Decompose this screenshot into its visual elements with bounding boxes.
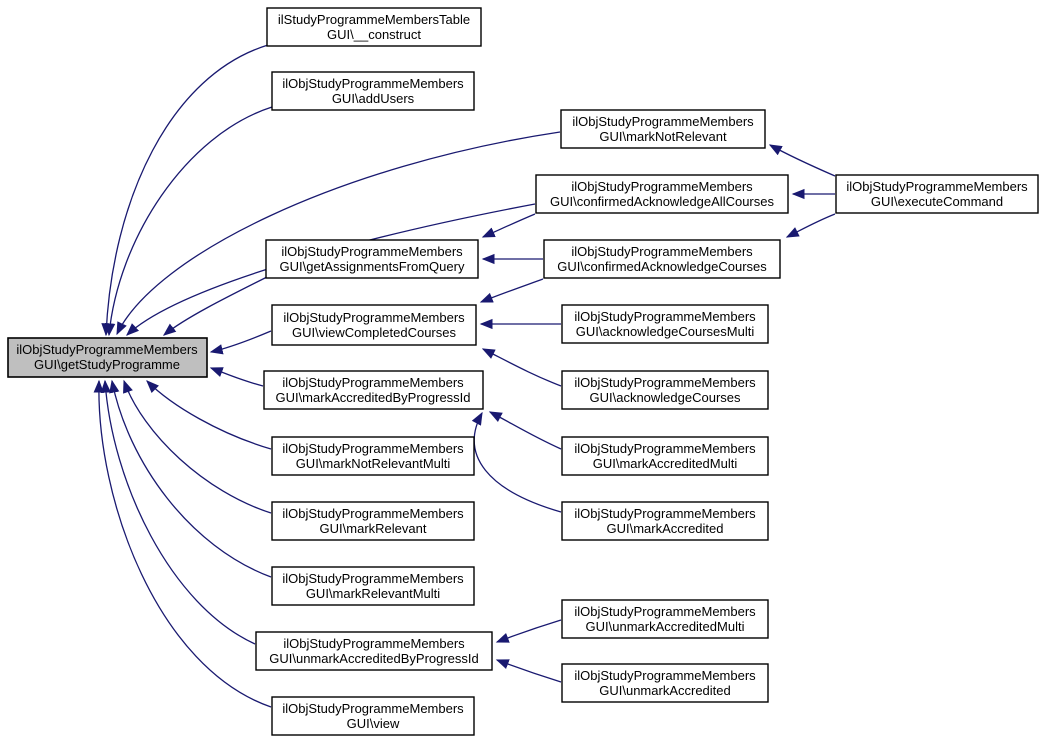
node-label: GUI\markAccredited	[606, 521, 724, 536]
node-label: ilObjStudyProgrammeMembers	[283, 636, 465, 651]
node-acknowledge-courses-multi[interactable]	[562, 305, 768, 343]
node-label: ilObjStudyProgrammeMembers	[571, 244, 753, 259]
edge-markaccredited-to-markaccreditedbyprogressid	[474, 413, 561, 512]
node-mark-accredited-by-progress-id[interactable]	[264, 371, 483, 409]
edge-confirmedacknowledgeallcourses-to-getassignmentsfromquery	[483, 214, 535, 237]
edge-viewcompletedcourses-to-getstudyprogramme	[211, 331, 271, 352]
node-mark-accredited-multi[interactable]	[562, 437, 768, 475]
edge-marknotrelevantmulti-to-getstudyprogramme	[147, 381, 271, 449]
edge-marknotrelevant-to-getstudyprogramme	[117, 132, 560, 334]
node-execute-command[interactable]	[836, 175, 1038, 213]
node-mark-relevant[interactable]	[272, 502, 474, 540]
node-label: ilObjStudyProgrammeMembers	[574, 441, 756, 456]
node-label: ilObjStudyProgrammeMembers	[846, 179, 1028, 194]
node-label: ilObjStudyProgrammeMembers	[281, 244, 463, 259]
node-confirmed-acknowledge-courses[interactable]	[544, 240, 780, 278]
node-label: GUI\markRelevantMulti	[305, 586, 441, 601]
node-label: ilObjStudyProgrammeMembers	[574, 309, 756, 324]
edge-markrelevantmulti-to-getstudyprogramme	[112, 381, 271, 577]
node-label: GUI\getStudyProgramme	[34, 357, 180, 372]
node-mark-not-relevant-multi[interactable]	[272, 437, 474, 475]
node-get-assignments-from-query[interactable]	[266, 240, 478, 278]
node-label: ilObjStudyProgrammeMembers	[571, 179, 753, 194]
node-label: GUI\markNotRelevant	[599, 129, 727, 144]
node-acknowledge-courses[interactable]	[562, 371, 768, 409]
node-label: GUI\__construct	[327, 27, 421, 42]
edge-view-to-getstudyprogramme	[99, 381, 271, 707]
edge-executecommand-to-confirmedacknowledgecourses	[787, 214, 835, 237]
node-label: GUI\unmarkAccreditedMulti	[585, 619, 745, 634]
edge-getassignmentsfromquery-to-getstudyprogramme	[164, 277, 267, 335]
node-table-construct[interactable]	[267, 8, 481, 46]
node-add-users[interactable]	[272, 72, 474, 110]
node-unmark-accredited-multi[interactable]	[562, 600, 768, 638]
node-label: ilObjStudyProgrammeMembers	[574, 604, 756, 619]
node-label: ilObjStudyProgrammeMembers	[282, 375, 464, 390]
edge-construct-to-getstudyprogramme	[106, 45, 268, 335]
node-mark-relevant-multi[interactable]	[272, 567, 474, 605]
node-label: GUI\unmarkAccreditedByProgressId	[269, 651, 479, 666]
node-label: ilStudyProgrammeMembersTable	[277, 12, 471, 27]
node-label: ilObjStudyProgrammeMembers	[574, 375, 756, 390]
node-label: GUI\executeCommand	[870, 194, 1004, 209]
node-label: GUI\acknowledgeCoursesMulti	[575, 324, 755, 339]
node-mark-not-relevant[interactable]	[561, 110, 765, 148]
edge-markaccreditedbyprogressid-to-getstudyprogramme	[211, 368, 263, 386]
node-get-study-programme	[8, 338, 207, 377]
edge-confirmedacknowledgecourses-to-viewcompletedcourses	[481, 279, 543, 302]
edge-unmarkaccredited-to-unmarkaccreditedbyprogressid	[497, 660, 561, 682]
node-view-completed-courses[interactable]	[272, 305, 476, 345]
node-label: GUI\view	[346, 716, 400, 731]
node-label: ilObjStudyProgrammeMembers	[283, 310, 465, 325]
node-label: GUI\markRelevant	[319, 521, 427, 536]
node-label: GUI\markAccreditedMulti	[592, 456, 738, 471]
node-label: ilObjStudyProgrammeMembers	[282, 701, 464, 716]
node-label: GUI\viewCompletedCourses	[291, 325, 457, 340]
node-label: GUI\confirmedAcknowledgeAllCourses	[550, 194, 774, 209]
edge-markrelevant-to-getstudyprogramme	[124, 381, 271, 513]
node-label: GUI\confirmedAcknowledgeCourses	[557, 259, 767, 274]
node-mark-accredited[interactable]	[562, 502, 768, 540]
edge-executecommand-to-marknotrelevant	[770, 145, 835, 176]
node-confirmed-acknowledge-all-courses[interactable]	[536, 175, 788, 213]
node-label: GUI\acknowledgeCourses	[589, 390, 741, 405]
node-label: GUI\markNotRelevantMulti	[295, 456, 451, 471]
node-label: ilObjStudyProgrammeMembers	[282, 76, 464, 91]
edge-acknowledgecourses-to-viewcompletedcourses	[483, 349, 561, 386]
edge-addusers-to-getstudyprogramme	[109, 107, 272, 335]
node-label: ilObjStudyProgrammeMembers	[574, 668, 756, 683]
node-label: ilObjStudyProgrammeMembers	[16, 342, 198, 357]
node-label: GUI\markAccreditedByProgressId	[275, 390, 471, 405]
node-label: ilObjStudyProgrammeMembers	[282, 506, 464, 521]
node-unmark-accredited[interactable]	[562, 664, 768, 702]
node-label: ilObjStudyProgrammeMembers	[282, 571, 464, 586]
node-unmark-accredited-by-progress-id[interactable]	[256, 632, 492, 670]
edge-unmarkaccreditedmulti-to-unmarkaccreditedbyprogressid	[497, 620, 561, 642]
node-label: GUI\addUsers	[331, 91, 415, 106]
node-label: ilObjStudyProgrammeMembers	[574, 506, 756, 521]
node-view[interactable]	[272, 697, 474, 735]
edge-markaccreditedmulti-to-markaccreditedbyprogressid	[490, 412, 561, 449]
node-label: GUI\unmarkAccredited	[599, 683, 731, 698]
node-label: ilObjStudyProgrammeMembers	[282, 441, 464, 456]
node-label: ilObjStudyProgrammeMembers	[572, 114, 754, 129]
node-label: GUI\getAssignmentsFromQuery	[279, 259, 465, 274]
